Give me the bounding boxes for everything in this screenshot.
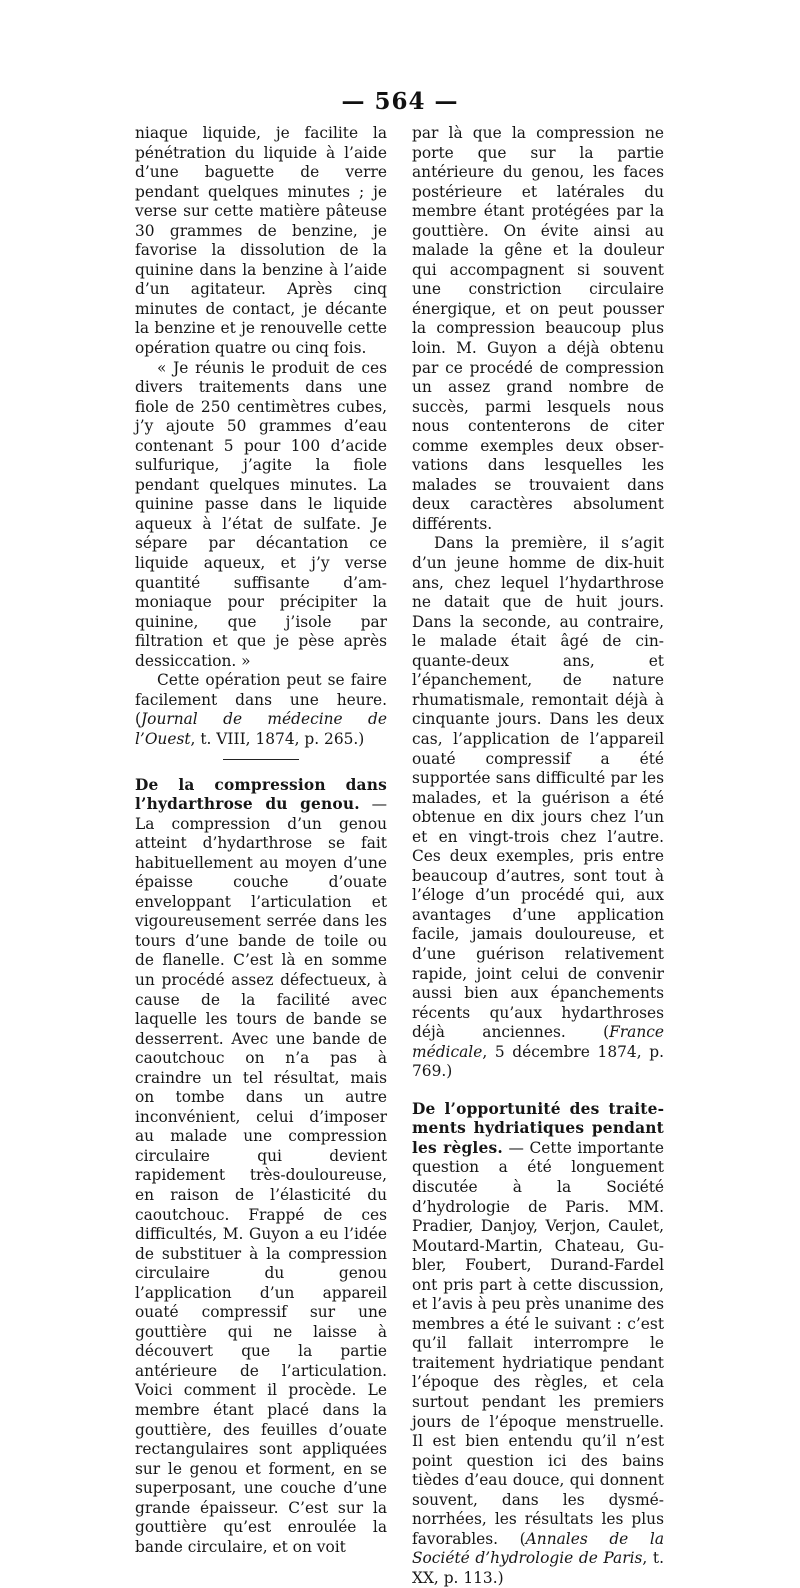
right-column: [412, 124, 664, 1588]
citation-source: France médicale: [412, 1023, 664, 1061]
paragraph-quinine-continued: niaque liquide, je facilite la pénétration du liquide à l’aide d’une baguette de verre pendant quelques minutes ; je verse sur cette matière pâteuse 30 grammes de benzine, je favorise la dissolution de la quinine dans la benzine à l’aide d’un agitateur. Après cinq minutes de contact, je décante la benzine et je renouvelle cette opération quatre ou cinq fois.: [135, 124, 387, 358]
article-body: — Cette importante question a été longuement discutée à la Société d’hydrologie de Paris. MM. Pradier, Danjoy, Verjon, Caulet, Moutard-Martin, Chateau, Gubler, Foubert, Durand-Fardel ont pris part à cette discussion, et l’avis à peu près unanime des membres a été le suivant : c’est qu’il fallait interrompre le traitement hydriatique pendant l’époque des règles, et cela surtout pendant les premiers jours de l’époque menstruelle. Il est bien entendu qu’il n’est point question ici des bains tièdes d’eau douce, qui donnent souvent, dans les dysménorrhées, les résultats les plus favorables. (: [412, 1138, 664, 1548]
paragraph-observations: [412, 534, 664, 1081]
article-compression-genou: [135, 776, 387, 1558]
article-heading: De la compression dans l’hydarthrose du genou.: [135, 775, 387, 814]
paragraph-compression-continued: par là que la compression ne porte que sur la partie antérieure du genou, les faces postérieure et latérales du membre étant protégées par la gouttière. On évite ainsi au malade la gêne et la douleur qui accompagnent si souvent une constriction circulaire énergique, et on peut pousser la compression beaucoup plus loin. M. Guyon a déjà obtenu par ce procédé de compression un assez grand nombre de succès, parmi lesquels nous nous contenterons de citer comme exemples deux observations dans lesquelles les malades se trouvaient dans deux caractères absolument différents.: [412, 124, 664, 533]
section-gap: [412, 1082, 664, 1100]
paragraph-quinine-treatment: « Je réunis le produit de ces divers traitements dans une fiole de 250 centimètres cubes, j’y ajoute 50 grammes d’eau contenant 5 pour 100 d’acide sulfurique, j’agite la fiole pendant quelques minutes. La quinine passe dans le liquide aqueux à l’état de sulfate. Je sépare par décantation ce liquide aqueux, et j’y verse quantité suffisante d’ammoniaque pour précipiter la quinine, que j’isole par filtration et que je pèse après dessiccation. »: [135, 358, 387, 670]
article-body: — La compression d’un genou atteint d’hydarthrose se fait habituellement au moyen d’une épaisse couche d’ouate enveloppant l’articulation et vigoureusement serrée dans les tours d’une bande de toile ou de flanelle. C’est là en somme un procédé assez défectueux, à cause de la facilité avec laquelle les tours de bande se desserrent. Avec une bande de caoutchouc on n’a pas à craindre un tel résultat, mais on tombe dans un autre inconvénient, celui d’imposer au malade une compression circulaire qui devient rapidement très-douloureuse, en raison de l’élasticité du caoutchouc. Frappé de ces difficultés, M. Guyon a eu l’idée de substituer à la compression circulaire du genou l’application d’un appareil ouaté compressif sur une gouttière qui ne laisse à découvert que la partie antérieure de l’articulation. Voici comment il procède. Le membre étant placé dans la gouttière, des feuilles d’ouate rectangulaires sont appliquées sur le genou et forment, en se superposant, une couche d’une grande épaisseur. C’est sur la gouttière qu’est enroulée la bande circulaire, et on voit: [135, 795, 387, 1556]
section-divider: [223, 759, 299, 760]
citation-reference: , t. XX, p. 113.): [412, 1549, 664, 1587]
page-number: — 564 —: [341, 88, 459, 115]
citation-reference: , t. VIII, 1874, p. 265.): [190, 729, 365, 748]
left-column: [135, 124, 387, 1557]
article-heading: De l’opportunité des traitements hydriatiques pendant les règles.: [412, 1099, 664, 1157]
citation-text: Cette opération peut se faire facilement dans une heure. (: [135, 671, 387, 729]
citation-reference: , 5 décembre 1874, p. 769.): [412, 1042, 664, 1081]
citation-source: Annales de la Société d’hydrologie de Paris: [412, 1529, 665, 1568]
citation-source: Journal de médecine de l’Ouest: [135, 710, 387, 748]
article-traitements-hydriatiques: [412, 1100, 664, 1588]
paragraph-quinine-citation: [135, 671, 387, 749]
observations-text: Dans la première, il s’agit d’un jeune homme de dix-huit ans, chez lequel l’hydarthrose ne datait que de huit jours. Dans la seconde, au contraire, le malade était âgé de cinquante-deux ans, et l’épanchement, de nature rhumatismale, remontait déjà à cinquante jours. Dans les deux cas, l’application de l’appareil ouaté compressif a été supportée sans difficulté par les malades, et la guérison a été obtenue en dix jours chez l’un et en vingt-trois chez l’autre. Ces deux exemples, pris entre beaucoup d’autres, sont tout à l’éloge d’un procédé qui, aux avantages d’une application facile, jamais douloureuse, et d’une guérison relativement rapide, joint celui de convenir aussi bien aux épanchements récents qu’aux hydarthroses déjà anciennes. (: [412, 534, 664, 1042]
